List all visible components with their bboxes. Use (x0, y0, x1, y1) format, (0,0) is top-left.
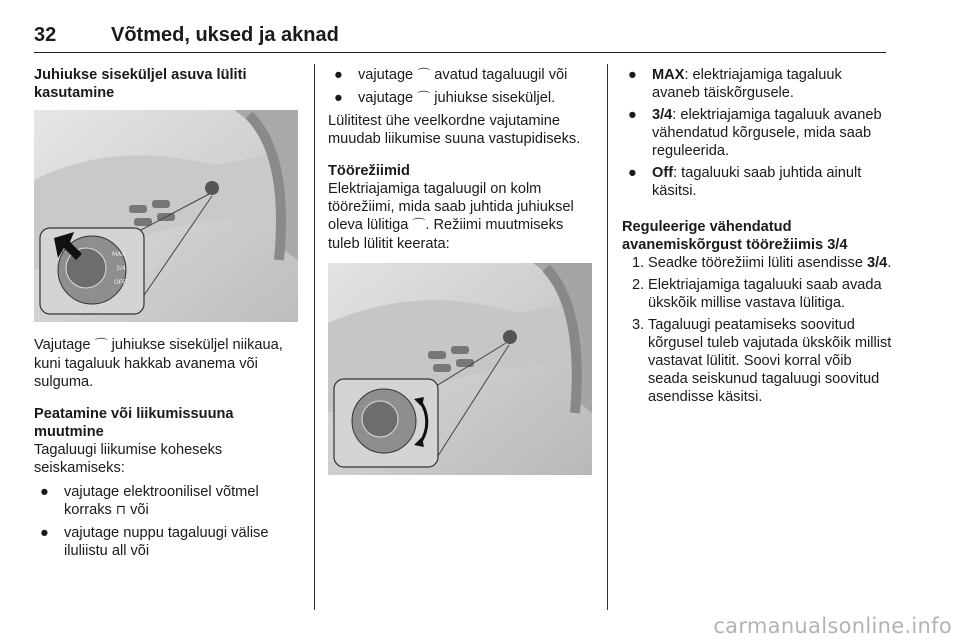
paragraph: Elektriajamiga tagaluugil on kolm töörežiimi, mida saab juhtida juhiuksel oleva lülitiga ⌒. Režiimi muutmiseks tuleb lülitit keerata: (328, 181, 574, 252)
tailgate-switch-icon: ⌒ (417, 91, 431, 106)
list-item: 2. Elektriajamiga tagaluuki saab avada ükskõik millise vastava lülitiga. (632, 277, 882, 311)
list-item: ● vajutage ⌒ juhiukse siseküljel. (334, 90, 556, 106)
list-item: ● MAX: elektriajamiga tagaluuk avaneb täiskõrgusele. (628, 67, 842, 101)
column-1 (34, 66, 300, 564)
list-item: ● Off: tagaluuki saab juhtida ainult käsitsi. (628, 165, 862, 199)
section-heading: Töörežiimid (328, 163, 410, 179)
list-item: ● vajutage ⌒ avatud tagaluugil või (334, 67, 568, 83)
paragraph: Lülititest ühe veelkordne vajutamine muudab liikumise suuna vastupidiseks. (328, 113, 581, 147)
page-number: 32 (34, 24, 57, 46)
paragraph: Vajutage ⌒ juhiukse siseküljel niikaua, kuni tagaluuk hakkab avanema või sulguma. (34, 337, 283, 390)
tailgate-switch-icon: ⌒ (94, 338, 108, 353)
column-divider (314, 64, 315, 610)
figure-mode-knob-photo (328, 263, 592, 475)
page-title: Võtmed, uksed ja aknad (111, 24, 339, 46)
section-heading: Reguleerige vähendatud avanemiskõrgust töörežiimis 3/4 (622, 219, 848, 253)
knob-label: 3/4 (116, 265, 126, 272)
column-divider (607, 64, 608, 610)
column-2 (328, 66, 594, 475)
knob-label: MAX (112, 251, 126, 258)
section-heading: Juhiukse siseküljel asuva lüliti kasutamine (34, 67, 247, 101)
column-3 (622, 66, 892, 410)
list-item: 3. Tagaluugi peatamiseks soovitud kõrgusel tuleb vajutada ükskõik millist vastavat lülitit. Soovi korral võib seada seiskunud tagaluugi soovitud asendisse käsitsi. (632, 317, 892, 405)
list-item: ● vajutage elektroonilisel võtmel korraks ⊓ või (40, 484, 259, 518)
tailgate-switch-icon: ⌒ (417, 68, 431, 83)
figure-door-switch-photo (34, 110, 298, 322)
key-tailgate-icon: ⊓ (115, 503, 127, 518)
list-item: ● vajutage nuppu tagaluugi välise iluliistu all või (40, 525, 269, 559)
paragraph: Tagaluugi liikumise koheseks seiskamiseks: (34, 442, 223, 476)
list-item: 1. Seadke töörežiimi lüliti asendisse 3/4. (632, 255, 892, 271)
knob-label: OFF (114, 279, 126, 286)
page-header (34, 22, 886, 53)
section-heading: Peatamine või liikumissuuna muutmine (34, 406, 234, 440)
list-item: ● 3/4: elektriajamiga tagaluuk avaneb vähendatud kõrgusele, mida saab reguleerida. (628, 107, 882, 159)
watermark: carmanualsonline.info (713, 614, 952, 638)
tailgate-switch-icon: ⌒ (412, 218, 426, 233)
